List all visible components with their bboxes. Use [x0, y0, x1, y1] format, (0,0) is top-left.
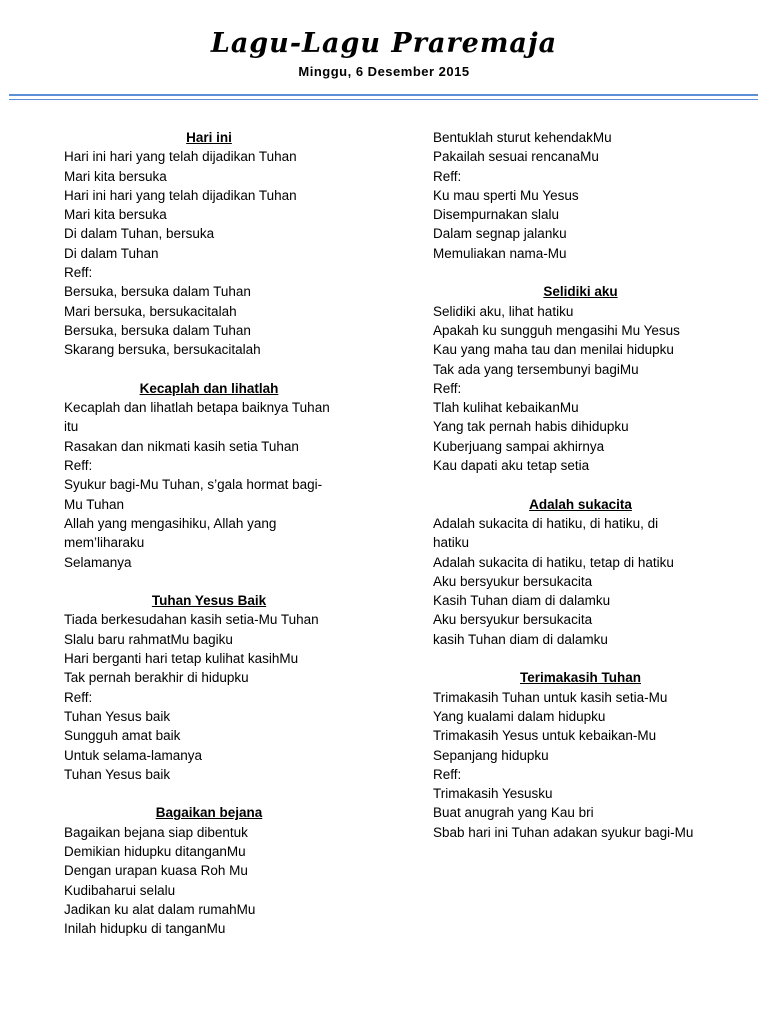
lyric-line: Sungguh amat baik — [64, 728, 181, 744]
lyric-line: Yang tak pernah habis dihidupku — [433, 419, 629, 435]
lyric-line: kasih Tuhan diam di dalamku — [433, 631, 608, 647]
lyric-line: Bentuklah sturut kehendakMu — [433, 130, 612, 145]
lyric-line: Rasakan dan nikmati kasih setia Tuhan — [64, 438, 299, 454]
lyric-line: Bagaikan bejana siap dibentuk — [64, 824, 248, 840]
lyric-line: Tlah kulihat kebaikanMu — [433, 400, 579, 416]
lyric-line: Mari bersuka, bersukacitalah — [64, 303, 237, 319]
lyric-line: Allah yang mengasihiku, Allah yang — [64, 515, 277, 531]
lyric-line: Selidiki aku, lihat hatiku — [433, 303, 574, 319]
lyric-line: Tak pernah berakhir di hidupku — [64, 670, 249, 686]
song-title: Bagaikan bejana — [155, 805, 263, 821]
lyric-line: Aku bersyukur bersukacita — [433, 573, 593, 589]
lyric-line: Reff: — [433, 380, 462, 396]
lyric-line: Memuliakan nama-Mu — [433, 245, 567, 261]
lyric-line: Kuberjuang sampai akhirnya — [433, 438, 605, 454]
lyric-line: Trimakasih Tuhan untuk kasih setia-Mu — [433, 689, 668, 705]
lyric-line: Mu Tuhan — [64, 496, 125, 512]
header-divider-thin — [9, 99, 758, 100]
lyric-line: Reff: — [433, 766, 462, 782]
lyric-line: Hari ini hari yang telah dijadikan Tuhan — [64, 149, 297, 165]
lyric-line: Disempurnakan slalu — [433, 207, 560, 223]
left-column — [64, 128, 354, 958]
lyric-line: Kasih Tuhan diam di dalamku — [433, 593, 611, 609]
page-title: Lagu-Lagu Praremaja — [210, 28, 558, 59]
right-column — [433, 128, 728, 861]
lyric-line: Tak ada yang tersembunyi bagiMu — [433, 361, 639, 377]
header-divider — [9, 94, 758, 96]
lyric-line: itu — [64, 419, 79, 435]
lyric-line: Demikian hidupku ditanganMu — [64, 843, 246, 859]
lyric-line: Di dalam Tuhan, bersuka — [64, 226, 215, 242]
lyric-line: Hari berganti hari tetap kulihat kasihMu — [64, 651, 299, 667]
lyric-line: Syukur bagi-Mu Tuhan, s’gala hormat bagi- — [64, 477, 323, 493]
song-block — [433, 128, 728, 263]
lyric-line: Reff: — [64, 265, 93, 281]
lyric-line: Yang kualami dalam hidupku — [433, 708, 606, 724]
song-title: Terimakasih Tuhan — [519, 670, 642, 686]
song-block — [64, 803, 354, 938]
lyric-line: Kudibaharui selalu — [64, 882, 176, 898]
lyric-line: Apakah ku sungguh mengasihi Mu Yesus — [433, 322, 680, 338]
song-title: Hari ini — [186, 130, 232, 145]
lyric-line: Kecaplah dan lihatlah betapa baiknya Tuhan — [64, 400, 330, 416]
lyric-line: mem’liharaku — [64, 535, 145, 551]
song-title: Adalah sukacita — [529, 496, 632, 512]
lyric-line: Bersuka, bersuka dalam Tuhan — [64, 322, 251, 338]
lyric-line: Sepanjang hidupku — [433, 747, 549, 763]
lyric-line: Mari kita bersuka — [64, 168, 167, 184]
lyric-line: Jadikan ku alat dalam rumahMu — [64, 901, 256, 917]
lyric-line: Mari kita bersuka — [64, 207, 167, 223]
lyric-line: Aku bersyukur bersukacita — [433, 612, 593, 628]
song-title: Tuhan Yesus Baik — [151, 593, 267, 609]
song-title: Selidiki aku — [543, 284, 618, 300]
lyric-line: Inilah hidupku di tanganMu — [64, 921, 226, 937]
lyric-line: Buat anugrah yang Kau bri — [433, 805, 594, 821]
lyric-line: Tiada berkesudahan kasih setia-Mu Tuhan — [64, 612, 319, 628]
lyric-line: Reff: — [433, 168, 462, 184]
lyric-line: Sbab hari ini Tuhan adakan syukur bagi-Mu — [433, 824, 694, 840]
lyric-line: Dengan urapan kuasa Roh Mu — [64, 863, 248, 879]
lyric-line: Adalah sukacita di hatiku, di hatiku, di — [433, 515, 659, 531]
lyric-line: Untuk selama-lamanya — [64, 747, 203, 763]
lyric-line: Reff: — [64, 458, 93, 474]
lyric-line: Adalah sukacita di hatiku, tetap di hatiku — [433, 554, 674, 570]
lyric-line: Slalu baru rahmatMu bagiku — [64, 631, 233, 647]
lyric-line: Dalam segnap jalanku — [433, 226, 567, 242]
lyric-line: Trimakasih Yesusku — [433, 786, 553, 802]
lyric-line: Kau yang maha tau dan menilai hidupku — [433, 342, 674, 358]
lyric-line: Hari ini hari yang telah dijadikan Tuhan — [64, 187, 297, 203]
song-block — [433, 495, 728, 649]
lyric-line: Selamanya — [64, 554, 132, 570]
lyric-line: Skarang bersuka, bersukacitalah — [64, 342, 261, 358]
song-title: Kecaplah dan lihatlah — [139, 380, 279, 396]
lyric-line: hatiku — [433, 535, 470, 551]
lyric-line: Tuhan Yesus baik — [64, 766, 171, 782]
lyric-line: Reff: — [64, 689, 93, 705]
page-date: Minggu, 6 Desember 2015 — [298, 64, 470, 79]
lyric-line: Trimakasih Yesus untuk kebaikan-Mu — [433, 728, 657, 744]
song-block — [64, 591, 354, 784]
lyric-line: Pakailah sesuai rencanaMu — [433, 149, 599, 165]
song-block — [64, 379, 354, 572]
lyric-line: Di dalam Tuhan — [64, 245, 159, 261]
lyric-line: Kau dapati aku tetap setia — [433, 458, 590, 474]
song-block — [433, 668, 728, 842]
lyric-line: Ku mau sperti Mu Yesus — [433, 187, 579, 203]
song-block — [433, 282, 728, 475]
song-block — [64, 128, 354, 360]
lyric-line: Tuhan Yesus baik — [64, 708, 171, 724]
lyric-line: Bersuka, bersuka dalam Tuhan — [64, 284, 251, 300]
